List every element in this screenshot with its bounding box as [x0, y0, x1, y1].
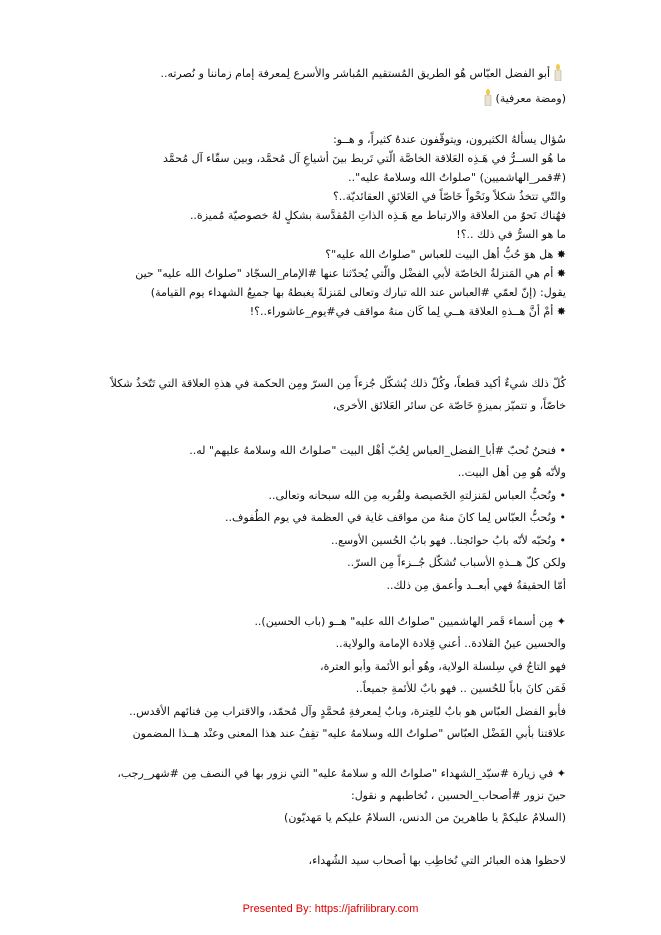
paragraph-line: خاصّاً، و تتميّز بميزةٍ خَاصّة عن سائر العَلائق الأخرى،: [332, 399, 566, 412]
title-line: أبو الفضل العبّاس هُو الطريق المُستقيم المُباشر والأسرع لِمعرفة إمام زماننا و نُصرته..: [96, 64, 566, 83]
closing-line: لاحظوا هذه العبائر التي نُخاطِب بها أصحاب سيد الشُهداء،: [308, 854, 566, 867]
intro-line: سُؤال يسألهُ الكثيرون، ويتوقّفون عندهُ كثيراً، و هــو:: [333, 133, 566, 146]
section3-line: ولكن كلّ هــذهِ الأسباب تُشكّل جُــزءاً مِن السرّ..: [347, 556, 566, 569]
footer-credit: Presented By: https://jafrilibrary.com: [242, 903, 419, 915]
section4-line: فَمَن كانَ باباً للحُسين .. فهو بابٌ للأئمةِ جميعاً..: [355, 682, 566, 695]
section3-line: • ونُحبُّ العبّاس لِما كانَ منهُ من مواقف غاية في العظمة في يوم الطُفوف..: [225, 511, 566, 524]
section3-line: أمّا الحقيقةُ فهي أبعــد وأعمق مِن ذلك..: [386, 579, 566, 592]
section4-line: والحسين عينُ القلادة.. أعني قِلادة الإمامة والولاية..: [335, 637, 566, 650]
question-line: ✸ أم هي المَنزلةُ الخاصّة لأبي الفضْل والّتي يُحدّثنا عنها #الإمام_السجّاد "صلواتُ الله عليه" حين: [135, 267, 566, 280]
intro-line: ما هو السرُّ في ذلك ..؟!: [456, 228, 566, 241]
section4-line: ✦ مِن أسماء قَمر الهاشميين "صلواتُ الله عليه" هــو (باب الحسين)..: [254, 615, 566, 628]
question-line: يقول: (إنّ لعمّي #العباس عند الله تبارك وتعالى لمَنزلةً يغبطهُ بها جميعُ الشهداء يوم القيامة): [150, 286, 566, 299]
section5-line: (السلامُ عليكمْ يا طاهرينَ من الدنس، السلامُ عليكم يا مَهديّون): [284, 811, 566, 824]
section3-line: • فنحنُ نُحبّ #أبا_الفضل_العباس لِحُبّ أهْل البيت "صلواتُ الله وسلامهُ عليهم" له..: [189, 444, 566, 457]
paragraph-line: كُلّ ذلك شيءٌ أكيد قطعاً، وكُلّ ذلك يُشكّل جُزءاً مِن السرّ ومِن الحكمة في هذهِ العلاقة التي تَتّخذُ شكلاً: [110, 377, 566, 390]
section4-line: فهو التاجُ في سِلسلة الولاية، وهُو أبو الأئمة وأبو العترة،: [320, 660, 566, 673]
question-line: ✸ هل هوَ حُبُّ أهل البيت للعباس "صلواتُ الله عليه"؟: [325, 248, 566, 261]
subtitle-line: (ومضة معرفية): [96, 89, 566, 108]
intro-line: والتّي تتخذُ شكلاً ونَحْواً خَاصّاً في العَلائقِ العقائديّة..؟: [332, 190, 566, 203]
section3-line: • ونُحبُّ العباس لمَنزلتهِ الخَصيصة ولقُربه مِن الله سبحانه وتعالى..: [268, 489, 566, 502]
intro-line: (#قمر_الهاشميين) "صلواتُ الله وسلامهُ عليه"..: [348, 171, 566, 184]
section5-line: ✦ في زيارة #سيّد_الشهداء "صلواتُ الله و سلامهُ عليه" التي نزور بها في النصف مِن #شهر_رجب،: [117, 767, 566, 780]
section3-line: • ونُحبّه لأنّه بابُ حوائجنا.. فهو بابُ الحُسين الأوسع..: [330, 534, 566, 547]
candle-icon: [552, 64, 564, 81]
question-line: ✸ أمْ أنَّ هــذهِ العلاقة هــي لِما كَان منهُ مواقف في#يوم_عاشوراء..؟!: [249, 305, 566, 318]
section5-line: حينَ نزور #أصحاب_الحسين ، نُخاطبهم و نقول:: [350, 789, 566, 802]
section3-line: ولأنّه هُو مِن أهل البيت..: [457, 466, 566, 479]
section4-line: علاقتنا بأبي الفَضْل العبّاس "صلواتُ الله وسلامهُ عليه" تقِفُ عند هذا المعنى وعنْد هــذا المضمون: [132, 727, 566, 740]
intro-line: فهُناك نَحوٌ من العلاقة والارتباط مع هَـذِه الذاتِ المُقدَّسة بشكلٍ لهُ خصوصيّة مُميزة..: [189, 209, 566, 222]
candle-icon: [482, 89, 494, 106]
intro-line: ما هُو الســرُّ في هَـذِه العَلاقة الخاصَّة الّتي تَربط بينَ أشياعِ آل مُحمَّد، وبين سقّاء آل مُحمَّد: [163, 152, 566, 165]
section4-line: فأبو الفضل العبّاس هو بابٌ للعِترة، وبابٌ لِمعرفةِ مُحمَّدٍ وآل مُحمّد، والاقتراب مِن فنائهم الأقدس..: [129, 705, 566, 718]
